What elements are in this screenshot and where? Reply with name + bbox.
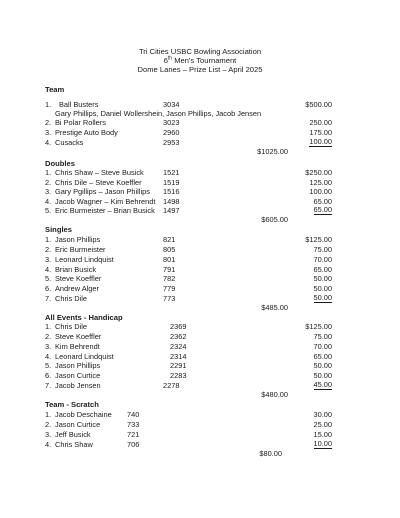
place: 2. [45,118,52,127]
table-row [45,361,345,370]
score: 1521 [163,168,180,177]
bowler-name: Jacob Deschaine [55,410,112,419]
singles-total: $485.00 [261,303,288,312]
score: 2369 [170,322,187,331]
score: 2283 [170,371,187,380]
bowler-name: Steve Koeffler [55,274,102,283]
bowler-name: Kim Behrendt [55,342,100,351]
team-scratch-section-title: Team - Scratch [45,400,99,409]
score: 2324 [170,342,187,351]
bowler-name: Jason Curtice [55,420,101,429]
tournament-number: 6 [163,56,168,65]
place: 2. [45,332,52,341]
table-row [45,410,345,419]
place: 4. [45,138,52,147]
place: 6. [45,284,52,293]
singles-section-title: Singles [45,225,73,234]
prize-amount: 65.00 [313,352,332,361]
tournament-ordinal: th [167,55,173,62]
bowler-name: Jason Phillips [55,235,101,244]
place: 3. [45,342,52,351]
score: 782 [163,274,176,283]
score: 2278 [163,381,180,390]
place: 1. [45,235,52,244]
bowler-pair: Chris Dile – Steve Koeffler [55,178,142,187]
tournament-title [0,56,400,65]
score: 1516 [163,187,180,196]
place: 6. [45,371,52,380]
score: 2291 [170,361,187,370]
place: 5. [45,361,52,370]
place: 4. [45,352,52,361]
place: 4. [45,197,52,206]
place: 2. [45,420,52,429]
bowler-name: Jason Curtice [55,371,101,380]
bowler-name: Jacob Jensen [55,381,101,390]
score: 1498 [163,197,180,206]
bowler-name: Chris Dile [55,322,88,331]
prize-amount: 100.00 [309,187,332,196]
prize-amount: 45.00 [313,380,332,389]
score: 801 [163,255,176,264]
score: 2362 [170,332,187,341]
table-row [45,274,345,283]
place: 3. [45,255,52,264]
team-total: $1025.00 [257,147,288,156]
place: 2. [45,178,52,187]
score: 733 [127,420,140,429]
score: 740 [127,410,140,419]
table-row [45,255,345,264]
table-row [45,100,345,109]
prize-amount: 50.00 [313,293,332,302]
bowler-name: Chris Shaw [55,440,93,449]
place: 5. [45,274,52,283]
score: 721 [127,430,140,439]
prize-amount: 10.00 [313,439,332,448]
table-row [45,168,345,177]
table-row [45,294,345,303]
score: 2314 [170,352,187,361]
doubles-total: $605.00 [261,215,288,224]
score: 2953 [163,138,180,147]
team-name: Bi Polar Rollers [55,118,106,127]
score: 1519 [163,178,180,187]
bowler-name: Steve Koeffler [55,332,102,341]
table-row [45,118,345,127]
prize-amount: 175.00 [309,128,332,137]
place: 2. [45,245,52,254]
place: 1. [45,322,52,331]
prize-amount: 65.00 [313,205,332,214]
prize-amount: $125.00 [305,322,332,331]
prize-amount: 50.00 [313,284,332,293]
table-row [45,430,345,439]
place: 1. [45,100,52,109]
prize-amount: 25.00 [313,420,332,429]
tournament-name: Men's Tournament [172,56,237,65]
prize-amount: $250.00 [305,168,332,177]
bowler-pair: Jacob Wagner – Kim Behrendt [55,197,156,206]
table-row [45,187,345,196]
team-section-title: Team [45,85,65,94]
bowler-name: Chris Dile [55,294,88,303]
winning-team-members: Gary Phillips, Daniel Wollershein, Jason Phillips, Jacob Jensen [55,109,262,118]
table-row [45,342,345,351]
score: 3023 [163,118,180,127]
place: 4. [45,265,52,274]
place: 7. [45,381,52,390]
bowler-pair: Chris Shaw – Steve Busick [55,168,144,177]
all-events-total: $480.00 [261,390,288,399]
bowler-name: Jeff Busick [55,430,91,439]
place: 4. [45,440,52,449]
prize-amount: 65.00 [313,197,332,206]
table-row [45,440,345,449]
score: 773 [163,294,176,303]
bowler-name: Jason Phillips [55,361,101,370]
bowler-pair: Eric Burmeister – Brian Busick [55,206,155,215]
bowler-name: Brian Busick [55,265,97,274]
prize-amount: 65.00 [313,265,332,274]
association-title: Tri Cities USBC Bowling Association [138,47,262,56]
score: 2960 [163,128,180,137]
prize-amount: $125.00 [305,235,332,244]
score: 805 [163,245,176,254]
bowler-name: Eric Burmeister [55,245,106,254]
prize-amount: 100.00 [309,137,332,146]
score: 791 [163,265,176,274]
table-row [45,245,345,254]
prize-amount: 125.00 [309,178,332,187]
table-row [45,265,345,274]
bowler-name: Andrew Alger [55,284,99,293]
prize-amount: 50.00 [313,361,332,370]
bowler-name: Leonard Lindquist [55,352,114,361]
prize-amount: 30.00 [313,410,332,419]
team-scratch-total: $80.00 [259,449,282,458]
place: 3. [45,128,52,137]
doubles-section-title: Doubles [45,159,75,168]
place: 1. [45,410,52,419]
table-row [45,381,345,390]
team-name: Prestige Auto Body [55,128,118,137]
prize-amount: $500.00 [305,100,332,109]
prize-amount: 50.00 [313,371,332,380]
table-row [45,197,345,206]
place: 1. [45,168,52,177]
prize-amount: 250.00 [309,118,332,127]
table-row [45,352,345,361]
prize-amount: 75.00 [313,332,332,341]
table-row [45,420,345,429]
table-row [45,128,345,137]
table-row [45,332,345,341]
team-name: Cusacks [55,138,84,147]
prize-amount: 15.00 [313,430,332,439]
prize-amount: 70.00 [313,342,332,351]
place: 7. [45,294,52,303]
bowler-pair: Gary Pgillips – Jason Phillips [55,187,150,196]
prize-amount: 50.00 [313,274,332,283]
prize-amount: 70.00 [313,255,332,264]
score: 821 [163,235,176,244]
prize-amount: 75.00 [313,245,332,254]
table-row [45,235,345,244]
table-row [45,284,345,293]
place: 5. [45,206,52,215]
team-name: Ball Busters [59,100,99,109]
score: 706 [127,440,140,449]
table-row [45,322,345,331]
table-row [45,178,345,187]
prize-list-subtitle: Dome Lanes – Prize List – April 2025 [137,65,263,74]
score: 779 [163,284,176,293]
table-row [45,138,345,147]
table-row [45,206,345,215]
all-events-section-title: All Events - Handicap [45,313,123,322]
table-row [45,371,345,380]
score: 3034 [163,100,180,109]
score: 1497 [163,206,180,215]
place: 3. [45,187,52,196]
bowler-name: Leonard Lindquist [55,255,114,264]
place: 3. [45,430,52,439]
